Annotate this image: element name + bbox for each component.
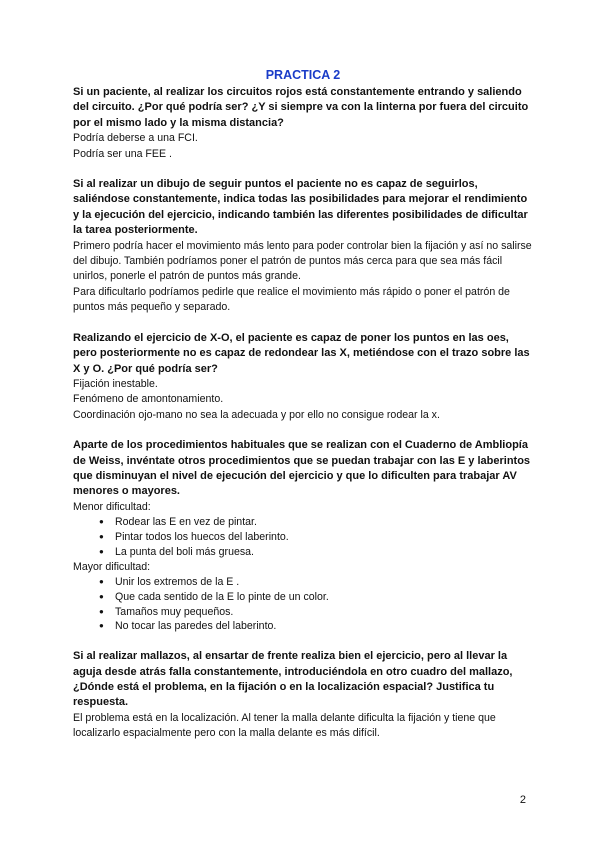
page-number: 2 <box>519 794 526 806</box>
document-page <box>73 68 533 742</box>
list-item: ● Unir los extremos de la E . <box>101 575 533 590</box>
menor-dificultad-label: Menor dificultad: <box>73 500 151 513</box>
mayor-dificultad-list <box>73 575 533 634</box>
list-item: ● Tamaños muy pequeños. <box>101 605 533 620</box>
mayor-dificultad-label: Mayor dificultad: <box>73 560 151 573</box>
question-2: Si al realizar un dibujo de seguir puntos el paciente no es capaz de seguirlos, saliéndose constantemente, indica todas las posibilidades para mejorar el rendimiento y la ejecución del ejercicio, indicando también las diferentes posibilidades de dificultar la tarea posteriormente. <box>73 178 528 237</box>
list-item: ● Que cada sentido de la E lo pinte de un color. <box>101 590 533 605</box>
answer-3-line-3: Coordinación ojo-mano no sea la adecuada y por ello no consigue rodear la x. <box>73 408 440 421</box>
list-item: ● La punta del boli más gruesa. <box>101 545 533 560</box>
answer-2-line-1: Primero podría hacer el movimiento más lento para poder controlar bien la fijación y así no salirse del dibujo. También podríamos poner el patrón de puntos más cerca para que sea más fácil unirlos, ponerle el patrón de puntos más grande. <box>73 239 532 283</box>
answer-1-line-2: Podría ser una FEE . <box>73 147 172 160</box>
menor-dificultad-list <box>73 515 533 559</box>
question-3: Realizando el ejercicio de X-O, el paciente es capaz de poner los puntos en las oes, pero posteriormente no es capaz de redondear las X, metiéndose con el trazo sobre las X y O. ¿Por qué podría ser? <box>73 331 530 375</box>
answer-3-line-2: Fenómeno de amontonamiento. <box>73 393 224 406</box>
question-4: Aparte de los procedimientos habituales que se realizan con el Cuaderno de Ambliopía de Weiss, invéntate otros procedimientos que se puedan trabajar con las E y laberintos que disminuyan el nivel de ejecución del ejercicio y que lo dificulten para trabajar AV menores o mayores. <box>73 439 531 498</box>
question-5: Si al realizar mallazos, al ensartar de frente realiza bien el ejercicio, pero al llevar la aguja desde atrás falla constantemente, introduciéndola en otro cuadro del mallazo, ¿Dónde está el problema, en la fijación o en la localización espacial? Justifica tu respuesta. <box>73 650 513 709</box>
list-item: ● Rodear las E en vez de pintar. <box>101 515 533 530</box>
question-1: Si un paciente, al realizar los circuitos rojos está constantemente entrando y saliendo del circuito. ¿Por qué podría ser? ¿Y si siempre va con la linterna por fuera del circuito por el mismo lado y la misma distancia? <box>73 86 529 129</box>
answer-5-line-1: El problema está en la localización. Al tener la malla delante dificulta la fijación y tiene que localizarlo espacialmente pero con la malla delante es más difícil. <box>73 711 496 740</box>
answer-3-line-1: Fijación inestable. <box>73 377 158 390</box>
answer-2-line-2: Para dificultarlo podríamos pedirle que realice el movimiento más rápido o poner el patrón de puntos más pequeño y separado. <box>73 285 510 314</box>
page-title: PRACTICA 2 <box>265 68 341 82</box>
list-item: ● Pintar todos los huecos del laberinto. <box>101 530 533 545</box>
answer-1-line-1: Podría deberse a una FCI. <box>73 132 198 145</box>
list-item: ● No tocar las paredes del laberinto. <box>101 619 533 634</box>
